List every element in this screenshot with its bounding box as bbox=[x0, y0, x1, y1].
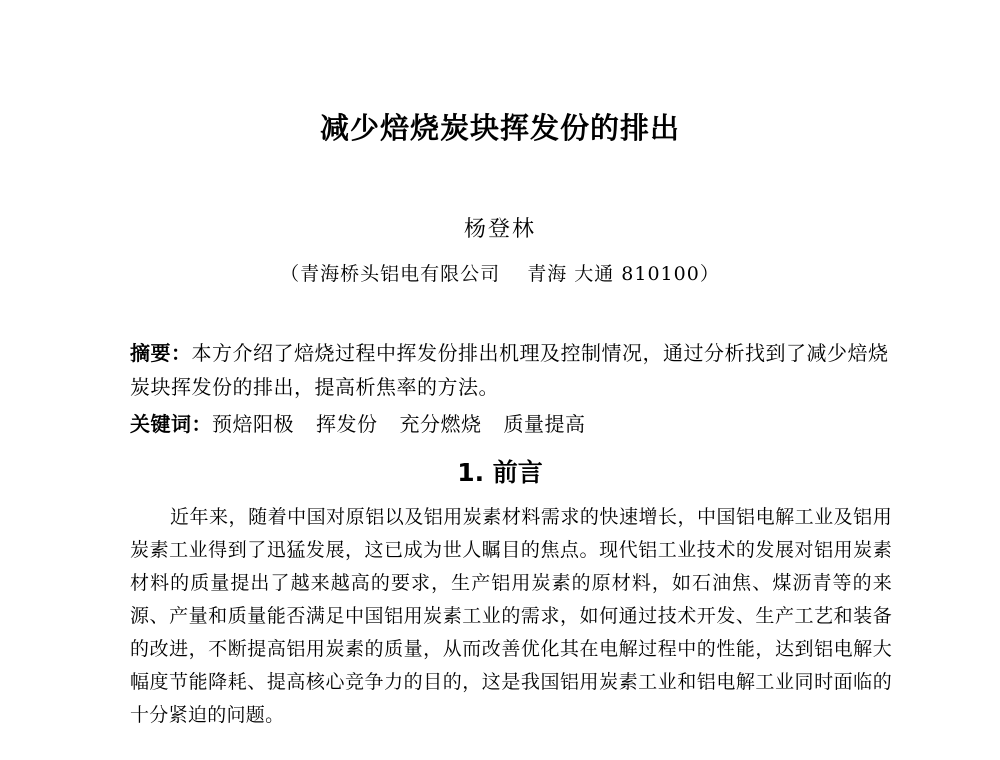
keyword: 预焙阳极 bbox=[212, 412, 294, 436]
keyword: 充分燃烧 bbox=[399, 412, 482, 436]
abstract bbox=[130, 336, 890, 404]
abstract-label: 摘要： bbox=[130, 341, 192, 365]
keywords bbox=[130, 407, 890, 441]
abstract-text: 本方介绍了焙烧过程中挥发份排出机理及控制情况，通过分析找到了减少焙烧炭块挥发份的排出，提高析焦率的方法。 bbox=[130, 341, 889, 399]
paper-title: 减少焙烧炭块挥发份的排出 bbox=[319, 111, 680, 145]
author-name: 杨登林 bbox=[463, 217, 536, 242]
keywords-label: 关键词： bbox=[130, 412, 212, 436]
keyword: 挥发份 bbox=[316, 412, 378, 436]
keyword: 质量提高 bbox=[503, 412, 586, 436]
author-affiliation: （青海桥头铝电有限公司 青海 大通 810100） bbox=[280, 263, 720, 285]
body-paragraph: 近年来，随着中国对原铝以及铝用炭素材料需求的快速增长，中国铝电解工业及铝用炭素工业得到了迅猛发展，这已成为世人瞩目的焦点。现代铝工业技术的发展对铝用炭素材料的质量提出了越来越高的要求，生产铝用炭素的原材料，如石油焦、煤沥青等的来源、产量和质量能否满足中国铝用炭素工业的需求，如何通过技术开发、生产工艺和装备的改进，不断提高铝用炭素的质量，从而改善优化其在电解过程中的性能，达到铝电解大幅度节能降耗、提高核心竞争力的目的，这是我国铝用炭素工业和铝电解工业同时面临的十分紧迫的问题。 bbox=[130, 506, 892, 726]
section-heading: 1. 前言 bbox=[457, 458, 543, 487]
